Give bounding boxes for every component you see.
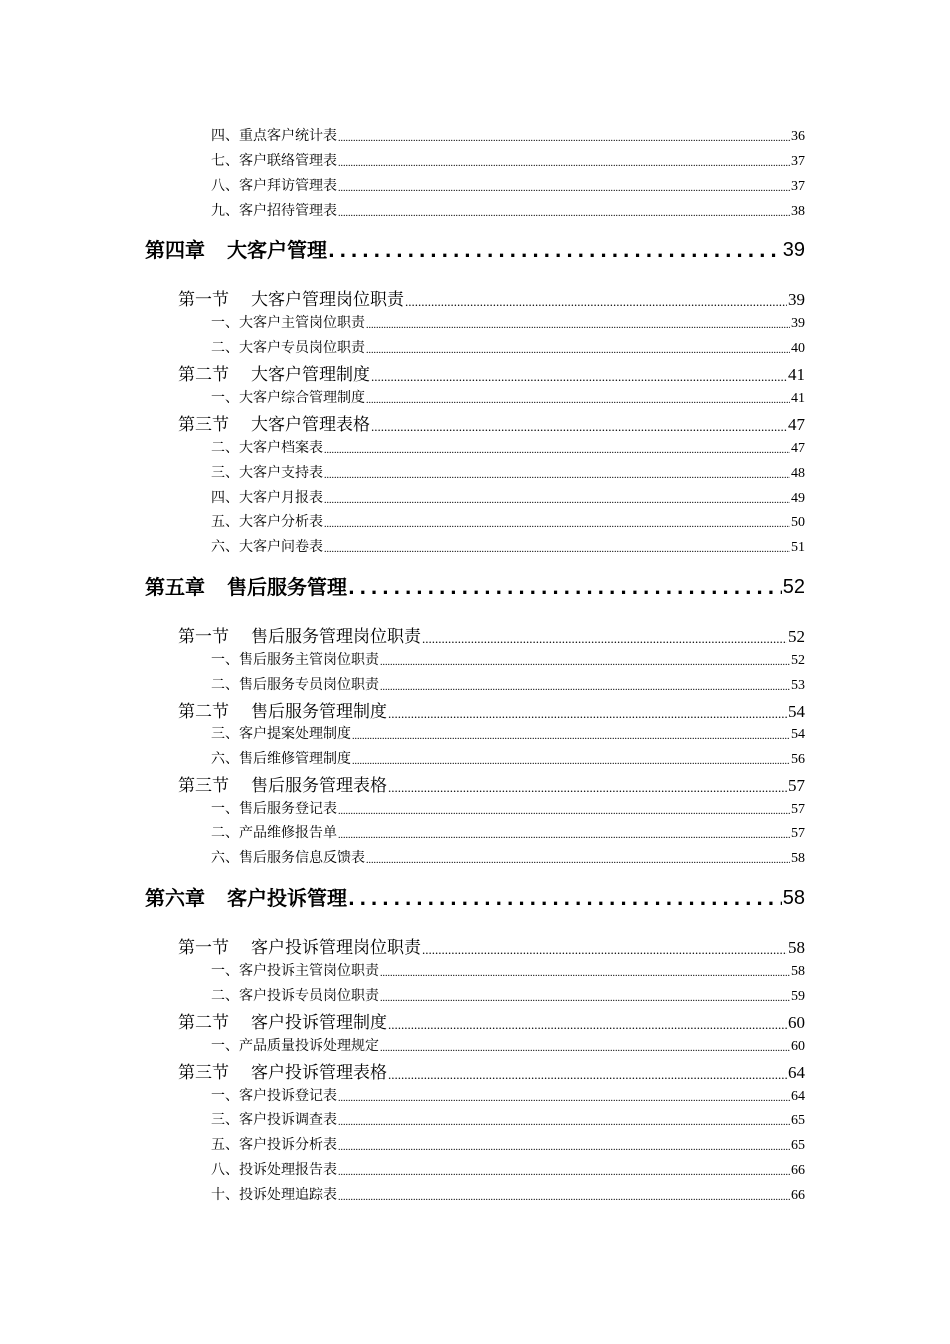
toc-item[interactable]: [211, 489, 805, 509]
toc-item[interactable]: [211, 750, 805, 770]
dot-leader: [380, 680, 790, 696]
toc-page-number: 53: [791, 678, 805, 693]
toc-page-number: 65: [791, 1138, 805, 1153]
dot-leader: [338, 1165, 790, 1181]
toc-entry-number: 第一节: [178, 627, 229, 646]
dot-leader: [380, 966, 790, 982]
toc-chapter[interactable]: [145, 572, 805, 602]
toc-item[interactable]: [211, 1037, 805, 1057]
toc-entry-title: 三、大客户支持表: [211, 466, 323, 481]
dot-leader: [324, 468, 790, 484]
dot-leader: [388, 778, 787, 798]
toc-entry-title: 一、大客户主管岗位职责: [211, 316, 365, 331]
toc-page-number: 52: [791, 653, 805, 668]
toc-entry-title: 五、大客户分析表: [211, 515, 323, 530]
dot-leader: [338, 1190, 790, 1206]
toc-item[interactable]: [211, 1111, 805, 1131]
toc-item[interactable]: [211, 849, 805, 869]
dot-leader: [422, 629, 787, 649]
dot-leader: [338, 828, 790, 844]
dot-leader: [388, 704, 787, 724]
toc-page-number: 58: [782, 887, 805, 909]
toc-section[interactable]: [178, 936, 805, 960]
toc-entry-label: 客户投诉管理制度: [251, 1013, 387, 1032]
dot-leader: [366, 393, 790, 409]
toc-page-number: 54: [791, 727, 805, 742]
dot-leader: [324, 517, 790, 533]
toc-entry-title: [178, 1061, 387, 1085]
toc-entry-title: 五、客户投诉分析表: [211, 1138, 337, 1153]
toc-entry-label: 客户投诉管理: [227, 886, 347, 910]
toc-entry-label: 客户投诉管理表格: [251, 1063, 387, 1082]
toc-entry-number: 第三节: [178, 1063, 229, 1082]
toc-page-number: 64: [788, 1063, 805, 1082]
toc-entry-label: 售后服务管理: [227, 575, 347, 599]
dot-leader: [338, 804, 790, 820]
toc-page-number: 40: [791, 341, 805, 356]
toc-item[interactable]: [211, 314, 805, 334]
toc-entry-title: [178, 774, 387, 798]
toc-item[interactable]: [211, 800, 805, 820]
toc-entry-title: 十、投诉处理追踪表: [211, 1188, 337, 1203]
toc-entry-title: 六、售后服务信息反馈表: [211, 851, 365, 866]
toc-entry-title: 四、大客户月报表: [211, 491, 323, 506]
toc-entry-number: 第二节: [178, 702, 229, 721]
toc-page-number: 47: [788, 415, 805, 434]
toc-entry-title: 二、大客户专员岗位职责: [211, 341, 365, 356]
toc-entry-title: 一、客户投诉主管岗位职责: [211, 964, 379, 979]
toc-section[interactable]: [178, 413, 805, 437]
toc-section[interactable]: [178, 774, 805, 798]
toc-item[interactable]: [211, 1186, 805, 1206]
toc-entry-label: 大客户管理: [227, 238, 327, 262]
dot-leader: [366, 343, 790, 359]
toc-entry-title: 八、投诉处理报告表: [211, 1163, 337, 1178]
toc-item[interactable]: [211, 127, 805, 147]
toc-entry-title: [145, 235, 327, 265]
toc-entry-label: 大客户管理表格: [251, 415, 370, 434]
toc-entry-number: 第四章: [145, 238, 205, 262]
toc-entry-title: 二、产品维修报告单: [211, 826, 337, 841]
toc-item[interactable]: [211, 651, 805, 671]
toc-entry-title: [178, 288, 404, 312]
toc-entry-title: 一、客户投诉登记表: [211, 1089, 337, 1104]
toc-entry-number: 第六章: [145, 886, 205, 910]
dot-leader: [324, 443, 790, 459]
toc-page-number: 49: [791, 491, 805, 506]
toc-item[interactable]: [211, 962, 805, 982]
toc-page-number: 65: [791, 1113, 805, 1128]
toc-entry-title: 二、大客户档案表: [211, 441, 323, 456]
toc-page-number: 54: [788, 702, 805, 721]
toc-entry-label: 大客户管理制度: [251, 365, 370, 384]
toc-entry-title: [178, 363, 370, 387]
toc-entry-title: 一、售后服务登记表: [211, 802, 337, 817]
dot-leader: [405, 292, 787, 312]
toc-page-number: 57: [788, 776, 805, 795]
dot-leader: [388, 1015, 787, 1035]
toc-page-number: 41: [788, 365, 805, 384]
toc-entry-title: [178, 700, 387, 724]
toc-page-number: 66: [791, 1188, 805, 1203]
dot-leader: [371, 417, 787, 437]
toc-page-number: 52: [782, 576, 805, 598]
dot-leader: [328, 239, 782, 265]
toc-page-number: 39: [782, 239, 805, 261]
toc-page-number: 47: [791, 441, 805, 456]
toc-section[interactable]: [178, 1011, 805, 1035]
toc-entry-number: 第二节: [178, 1013, 229, 1032]
toc-page-number: 48: [791, 466, 805, 481]
dot-leader: [338, 181, 790, 197]
toc-entry-title: 一、售后服务主管岗位职责: [211, 653, 379, 668]
toc-page-number: 58: [791, 964, 805, 979]
toc-entry-label: 售后服务管理表格: [251, 776, 387, 795]
dot-leader: [371, 367, 787, 387]
toc-entry-number: 第三节: [178, 415, 229, 434]
toc-page-number: 51: [791, 540, 805, 555]
toc-entry-title: 二、客户投诉专员岗位职责: [211, 989, 379, 1004]
dot-leader: [338, 1091, 790, 1107]
toc-page-number: 41: [791, 391, 805, 406]
toc-item[interactable]: [211, 439, 805, 459]
toc-section[interactable]: [178, 363, 805, 387]
dot-leader: [338, 156, 790, 172]
toc-entry-title: 二、售后服务专员岗位职责: [211, 678, 379, 693]
dot-leader: [348, 576, 782, 602]
dot-leader: [422, 940, 787, 960]
toc-page-number: 37: [791, 179, 805, 194]
dot-leader: [380, 991, 790, 1007]
toc-entry-title: 九、客户招待管理表: [211, 204, 337, 219]
toc-item[interactable]: [211, 389, 805, 409]
dot-leader: [380, 655, 790, 671]
toc-entry-label: 售后服务管理岗位职责: [251, 627, 421, 646]
toc-page-number: 56: [791, 752, 805, 767]
toc-entry-title: [178, 625, 421, 649]
toc-page-number: 37: [791, 154, 805, 169]
toc-page-number: 60: [788, 1013, 805, 1032]
dot-leader: [380, 1041, 790, 1057]
toc-entry-number: 第二节: [178, 365, 229, 384]
dot-leader: [366, 318, 790, 334]
toc-entry-title: 一、大客户综合管理制度: [211, 391, 365, 406]
toc-entry-title: 六、大客户问卷表: [211, 540, 323, 555]
toc-page-number: 52: [788, 627, 805, 646]
toc-item[interactable]: [211, 538, 805, 558]
toc-page-number: 58: [788, 938, 805, 957]
toc-entry-title: [145, 572, 347, 602]
toc-entry-label: 大客户管理岗位职责: [251, 290, 404, 309]
toc-page-number: 57: [791, 802, 805, 817]
toc-entry-label: 客户投诉管理岗位职责: [251, 938, 421, 957]
dot-leader: [324, 542, 790, 558]
toc-entry-title: 一、产品质量投诉处理规定: [211, 1039, 379, 1054]
toc-entry-title: [178, 936, 421, 960]
toc-section[interactable]: [178, 625, 805, 649]
toc-page-number: 66: [791, 1163, 805, 1178]
toc-chapter[interactable]: [145, 883, 805, 913]
toc-entry-title: 六、售后维修管理制度: [211, 752, 351, 767]
toc-item[interactable]: [211, 513, 805, 533]
toc-page-number: 36: [791, 129, 805, 144]
dot-leader: [338, 206, 790, 222]
toc-page-number: 39: [791, 316, 805, 331]
toc-item[interactable]: [211, 987, 805, 1007]
toc-entry-title: 四、重点客户统计表: [211, 129, 337, 144]
toc-item[interactable]: [211, 725, 805, 745]
toc-entry-number: 第一节: [178, 938, 229, 957]
toc-page-number: 64: [791, 1089, 805, 1104]
toc-page-number: 60: [791, 1039, 805, 1054]
toc-section[interactable]: [178, 700, 805, 724]
toc-item[interactable]: [211, 1087, 805, 1107]
toc-item[interactable]: [211, 1136, 805, 1156]
toc-section[interactable]: [178, 1061, 805, 1085]
toc-page-number: 57: [791, 826, 805, 841]
toc-page-number: 50: [791, 515, 805, 530]
toc-page-number: 58: [791, 851, 805, 866]
toc-entry-title: [178, 413, 370, 437]
dot-leader: [338, 1115, 790, 1131]
toc-entry-title: 三、客户投诉调查表: [211, 1113, 337, 1128]
toc-page-number: 39: [788, 290, 805, 309]
toc-item[interactable]: [211, 1161, 805, 1181]
toc-entry-number: 第三节: [178, 776, 229, 795]
dot-leader: [352, 729, 790, 745]
toc-entry-title: 七、客户联络管理表: [211, 154, 337, 169]
toc-page-number: 59: [791, 989, 805, 1004]
dot-leader: [352, 754, 790, 770]
toc-item[interactable]: [211, 676, 805, 696]
dot-leader: [338, 131, 790, 147]
toc-item[interactable]: [211, 202, 805, 222]
dot-leader: [338, 1140, 790, 1156]
toc-item[interactable]: [211, 339, 805, 359]
toc-item[interactable]: [211, 177, 805, 197]
toc-item[interactable]: [211, 152, 805, 172]
toc-entry-title: [178, 1011, 387, 1035]
dot-leader: [324, 493, 790, 509]
toc-item[interactable]: [211, 464, 805, 484]
toc-item[interactable]: [211, 824, 805, 844]
toc-entry-title: 八、客户拜访管理表: [211, 179, 337, 194]
toc-entry-number: 第一节: [178, 290, 229, 309]
dot-leader: [348, 887, 782, 913]
toc-entry-label: 售后服务管理制度: [251, 702, 387, 721]
toc-entry-title: 三、客户提案处理制度: [211, 727, 351, 742]
toc-entry-number: 第五章: [145, 575, 205, 599]
toc-entry-title: [145, 883, 347, 913]
toc-section[interactable]: [178, 288, 805, 312]
toc-page-number: 38: [791, 204, 805, 219]
dot-leader: [388, 1065, 787, 1085]
toc-chapter[interactable]: [145, 235, 805, 265]
dot-leader: [366, 853, 790, 869]
